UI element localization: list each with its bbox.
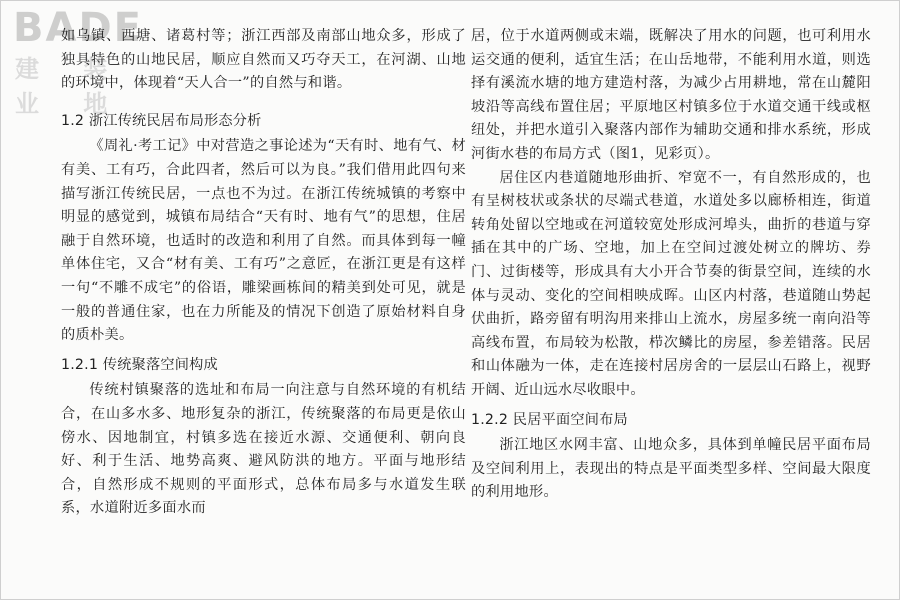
street-paragraph: 居住区内巷道随地形曲折、窄宽不一，有自然形成的，也有呈树枝状或条状的尽端式巷道，水道处多以廊桥相连，街道转角处留以空地或在河道较宽处形成河埠头，曲折的巷道与穿插在其中的广场、空地，加上在空间过渡处树立的牌坊、券门、过街楼等，形成具有大小开合节奏的街景空间，连续的水体与灵动、变化的空间相映成晖。山区内村落，巷道随山势起伏曲折，路旁留有明沟用来排山上流水，房屋多统一南向沿等高线布置，布局较为松散，栉次鳞比的房屋，参差错落。民居和山体融为一体，走在连接村居房舍的一层层山石路上，视野开阔、近山远水尽收眼中。 (471, 169, 871, 398)
section-1-2-2-paragraph: 浙江地区水网丰富、山地众多，具体到单幢民居平面布局及空间利用上，表现出的特点是平面类型多样、空间最大限度的利用地形。 (471, 437, 871, 501)
section-1-2-paragraph: 《周礼·考工记》中对营造之事论述为“天有时、地有气、材有美、工有巧，合此四者，然后可以为良。”我们借用此四句来描写浙江传统民居，一点也不为过。在浙江传统城镇的考察中明显的感觉到，城镇布局结合“天有时、地有气”的思想，住居融于自然环境，也适时的改造和利用了自然。而具体到每一幢单体住宅，又合“材有美、工有巧”之意匠，在浙江更是有这样一句“不雕不成宅”的俗语，雕梁画栋间的精美到处可见，就是一般的普通住家，也在力所能及的情况下创造了原始材料自身的质朴美。 (61, 138, 466, 344)
left-column (61, 25, 466, 521)
intro-paragraph: 如乌镇、西塘、诸葛村等；浙江西部及南部山地众多，形成了独具特色的山地民居，顺应自然而又巧夺天工，在河湖、山地的环境中，体现着“天人合一”的自然与和谐。 (61, 28, 466, 92)
watermark-brand: BADE (13, 5, 143, 51)
section-1-2-1-heading: 1.2.1 传统聚落空间构成 (61, 356, 218, 373)
watermark-subtitle: 建 装 业 地 (15, 55, 126, 118)
section-1-2-heading: 1.2 浙江传统民居布局形态分析 (61, 112, 262, 129)
section-1-2-1-paragraph: 传统村镇聚落的选址和布局一向注意与自然环境的有机结合，在山多水多、地形复杂的浙江，传统聚落的布局更是依山傍水、因地制宜，村镇多选在接近水源、交通便利、朝向良好、利于生活、地势高爽、避风防洪的地方。平面与地形结合，自然形成不规则的平面形式，总体布局多与水道发生联系，水道附近多面水而 (61, 382, 466, 517)
right-column (471, 25, 871, 505)
continued-paragraph: 居，位于水道两侧或末端，既解决了用水的问题，也可利用水运交通的便利，适宜生活；在山岳地带，不能利用水道，则选择有溪流水塘的地方建造村落，为减少占用耕地，常在山麓阳坡沿等高线布置住居；平原地区村镇多位于水道交通干线或枢纽处，并把水道引入聚落内部作为辅助交通和排水系统，形成河街水巷的布局方式（图1，见彩页）。 (471, 28, 871, 162)
section-1-2-2-heading: 1.2.2 民居平面空间布局 (471, 411, 628, 428)
